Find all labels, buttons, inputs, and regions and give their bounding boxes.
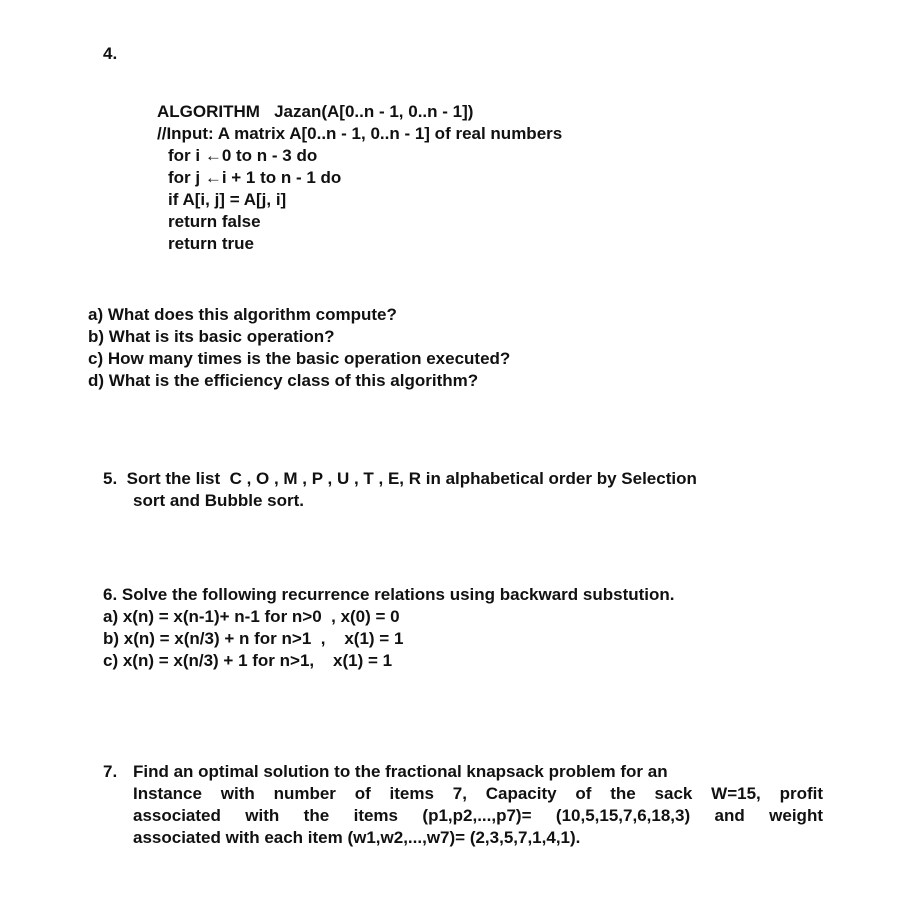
question-6	[103, 584, 675, 672]
algorithm-for-i-line: for i ←0 to n - 3 do	[168, 146, 318, 165]
question-6-part-b: b) x(n) = x(n/3) + n for n>1 , x(1) = 1	[103, 629, 404, 648]
question-7-line-1: Find an optimal solution to the fractional knapsack problem for an	[133, 762, 668, 781]
question-4-part-c: c) How many times is the basic operation executed?	[88, 349, 511, 368]
question-7-line-3: associated with the items (p1,p2,...,p7)= (10,5,15,7,6,18,3) and weight	[133, 806, 823, 825]
question-4-part-d: d) What is the efficiency class of this algorithm?	[88, 371, 479, 390]
algorithm-header: ALGORITHM Jazan(A[0..n - 1, 0..n - 1])	[157, 102, 474, 121]
question-6-part-c: c) x(n) = x(n/3) + 1 for n>1, x(1) = 1	[103, 651, 393, 670]
question-7-line-2: Instance with number of items 7, Capacity of the sack W=15, profit	[133, 784, 823, 803]
question-4-number: 4.	[103, 44, 118, 63]
question-7-line-4: associated with each item (w1,w2,...,w7)= (2,3,5,7,1,4,1).	[133, 828, 581, 847]
algorithm-return-false: return false	[168, 212, 261, 231]
algorithm-if-line: if A[i, j] = A[j, i]	[168, 190, 287, 209]
question-5-line-1: 5. Sort the list C , O , M , P , U , T , E, R in alphabetical order by Selection	[103, 469, 697, 488]
question-5	[103, 468, 697, 512]
question-4-part-a: a) What does this algorithm compute?	[88, 305, 397, 324]
algorithm-block	[157, 101, 562, 255]
question-5-line-2: sort and Bubble sort.	[133, 491, 304, 510]
algorithm-for-j-line: for j ←i + 1 to n - 1 do	[168, 168, 342, 187]
algorithm-return-true: return true	[168, 234, 254, 253]
question-4-parts	[88, 304, 510, 392]
question-4-part-b: b) What is its basic operation?	[88, 327, 335, 346]
question-6-title: 6. Solve the following recurrence relations using backward substution.	[103, 585, 675, 604]
question-6-part-a: a) x(n) = x(n-1)+ n-1 for n>0 , x(0) = 0	[103, 607, 400, 626]
question-7-body	[133, 761, 823, 849]
question-7-number: 7.	[103, 762, 118, 781]
algorithm-input-comment: //Input: A matrix A[0..n - 1, 0..n - 1] of real numbers	[157, 124, 563, 143]
